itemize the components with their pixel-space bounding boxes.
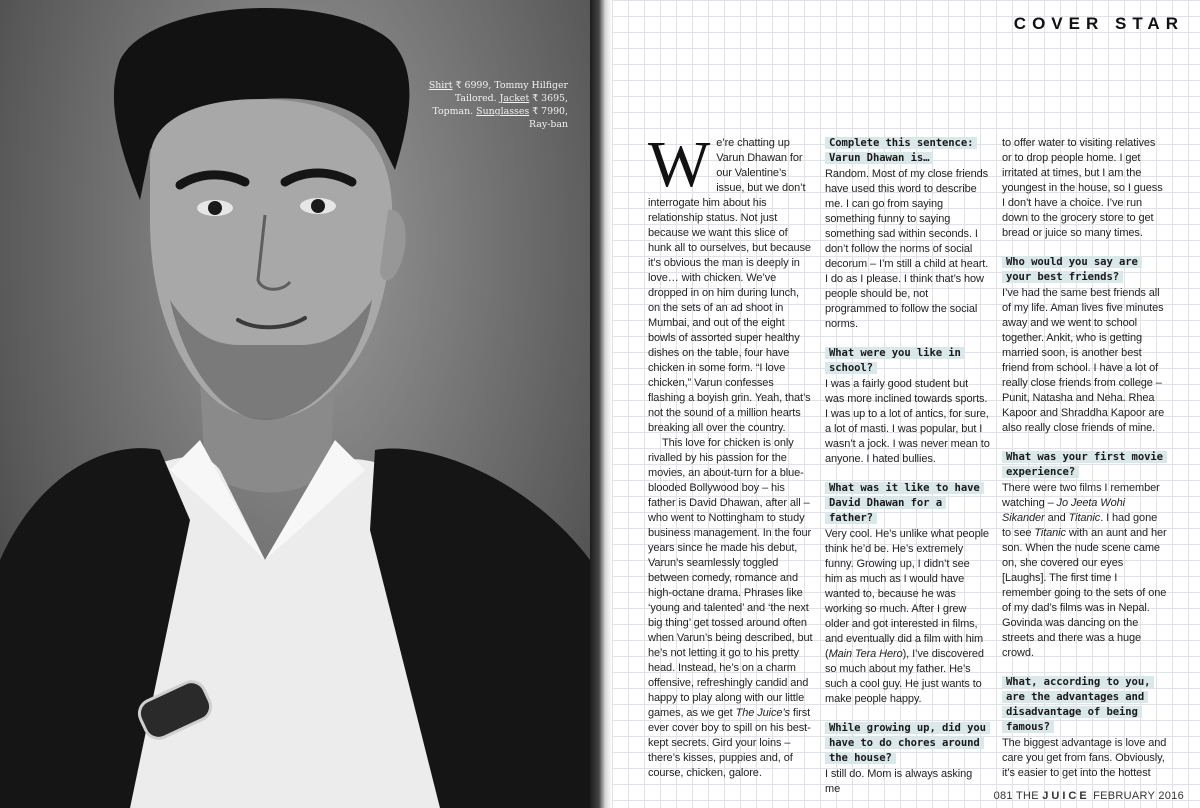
article-column-3 (1002, 136, 1167, 781)
answer-text: The biggest advantage is love and care you get from fans. Obviously, it’s easier to get into the hottest (1002, 737, 1167, 779)
question-heading: What was your first movie experience? (1002, 450, 1167, 480)
credit-shirt-label: Shirt (428, 80, 453, 91)
article-page (612, 0, 1200, 808)
credit-jacket-text: ₹ 3695, Topman. (432, 93, 568, 117)
answer-text: I still do. Mom is always asking me (825, 768, 973, 795)
credit-jacket-label: Jacket (499, 93, 530, 104)
credit-sunglasses-text: ₹ 7990, Ray-ban (529, 106, 568, 130)
intro-text-2a: This love for chicken is only rivalled by his passion for the movies, an about-turn for a blue-blooded Bollywood boy – his father is David Dhawan, after all – who went to Nottingham to study business management. In the four years since he made his debut, Varun’s seamlessly toggled between comedy, romance and high-octane drama. Phrases like ‘young and talented’ and ‘the next big thing’ get tossed around often when Varun’s being described, but he’s not letting it go to his pretty head. Instead, he’s on a charm offensive, refreshingly candid and happy to play along with our little games, as we get (648, 437, 813, 719)
page-number: 081 (993, 790, 1013, 802)
question-heading: Who would you say are your best friends? (1002, 255, 1167, 285)
article-column-1 (648, 128, 813, 781)
question-heading: Complete this sentence: Varun Dhawan is… (825, 136, 990, 166)
credit-sunglasses-label: Sunglasses (476, 106, 530, 117)
intro-paragraph-1 (648, 128, 813, 436)
answer-text: I was a fairly good student but was more inclined towards sports. I was up to a lot of antics, for sure, a lot of masti. I was popular, but I wasn’t a jock. I was never mean to anyone. I hated bullies. (825, 378, 990, 465)
page-footer (994, 790, 1184, 802)
question-heading: What, according to you, are the advantages and disadvantage of being famous? (1002, 675, 1167, 735)
page-gutter (590, 0, 612, 808)
answer-text: Very cool. He’s unlike what people think he’d be. He’s extremely funny. Growing up, I didn’t see him as much as I would have wanted to, because he was working so much. After I grew older and got interested in films, and eventually did a film with him (Main Tera Hero), I’ve discovered so much about my father. He’s such a cool guy. He just wants to make people happy. (825, 528, 989, 705)
intro-text-1: e’re chatting up Varun Dhawan for our Valentine’s issue, but we don’t interrogate him about his relationship status. Not just because we want this slice of hunk all to ourselves, but because it’s obvious the man is deeply in love… with chicken. We’ve dropped in on him during lunch, on the sets of an ad shoot in Mumbai, and out of the eight bowls of assorted super healthy dishes on the table, four have chicken in some form. “I love chicken,” Varun confesses flashing a boyish grin. Yeah, that’s not the sound of a million hearts breaking all over the country. (648, 137, 811, 434)
answer-text: There were two films I remember watching – Jo Jeeta Wohi Sikander and Titanic. I had gone to see Titanic with an aunt and her son. When the nude scene came on, she covered our eyes [Laughs]. The first time I remember going to the sets of one of my dad’s films was in Nepal. Govinda was dancing on the streets and there was a huge crowd. (1002, 482, 1167, 659)
intro-magazine-name: The Juice’s (735, 707, 790, 719)
credit-shirt-text: ₹ 6999, Tommy Hilfiger Tailored. (452, 80, 568, 104)
intro-paragraph-2 (648, 436, 813, 781)
footer-date: FEBRUARY 2016 (1093, 790, 1184, 802)
article-column-2 (825, 136, 990, 797)
fashion-credit (418, 79, 568, 131)
cover-photo (0, 0, 590, 808)
question-heading: While growing up, did you have to do chores around the house? (825, 721, 990, 766)
drop-cap: W (648, 128, 711, 201)
answer-text: Random. Most of my close friends have used this word to describe me. I can go from saying something funny to saying something sad within seconds. I don’t follow the norms of social decorum – I’m still a child at heart. I do as I please. I think that’s how people should be, not programmed to follow the social norms. (825, 168, 989, 330)
question-heading: What was it like to have David Dhawan for a father? (825, 481, 990, 526)
section-label: COVER STAR (1013, 14, 1184, 33)
answer-text: I’ve had the same best friends all of my life. Aman lives five minutes away and we went to school together. Ankit, who is getting married soon, is another best friend from school. I have a lot of really close friends from college – Punit, Natasha and Neha. Rhea Kapoor and Shraddha Kapoor are also really close friends of mine. (1002, 287, 1165, 434)
footer-the: THE (1016, 790, 1039, 802)
intro-text-2b: first ever cover boy to spill on his best-kept secrets. Gird your loins – there’s kisses, puppies and, of course, chicken, galore. (648, 707, 811, 779)
footer-brand: JUICE (1042, 790, 1090, 802)
answer-text-continued: to offer water to visiting relatives or to drop people home. I get irritated at times, but I am the youngest in the house, so I guess I don’t have a choice. I’ve run down to the grocery store to get bread or juice so many times. (1002, 137, 1163, 239)
question-heading: What were you like in school? (825, 346, 990, 376)
